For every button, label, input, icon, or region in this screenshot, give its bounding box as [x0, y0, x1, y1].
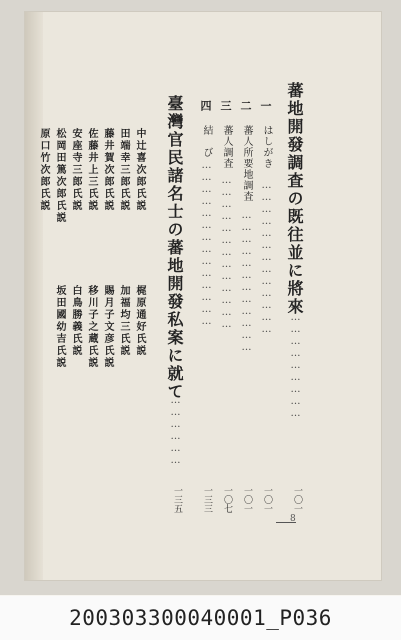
main-title: 蕃地開發調査の既往並に將來: [285, 82, 304, 316]
name-entry: 藤井賀次郎氏説: [102, 128, 113, 212]
toc-item-leader: …………………………………: [261, 180, 272, 336]
toc-item-leader: …………………………………: [221, 175, 232, 331]
book-spine: [25, 12, 43, 580]
toc-item-label: 蕃人所要地調査: [241, 125, 252, 202]
toc-item-num: 三: [219, 100, 232, 111]
toc-item-leader: ………………………………: [241, 210, 252, 354]
main-title-page: 一〇一: [292, 486, 302, 513]
toc-item-page: 一〇七: [222, 486, 232, 513]
toc-item-label: 結 び: [201, 125, 212, 158]
page-number: 8: [290, 514, 296, 524]
toc-item-num: 二: [239, 100, 252, 111]
toc-item-label: はしがき: [261, 125, 272, 169]
toc-item-label: 蕃人調査: [221, 125, 232, 169]
name-entry: 梶原通好氏説: [134, 285, 145, 357]
name-entry: 安座寺三郎氏説: [70, 128, 81, 212]
second-title-page: 一三五: [172, 486, 182, 513]
name-entry: 田端幸三郎氏説: [118, 128, 129, 212]
name-entry: 佐藤井上三氏説: [86, 128, 97, 212]
toc-item-page: 一〇一: [262, 486, 272, 513]
image-caption: 200303300040001_P036: [0, 596, 401, 640]
second-title: 臺灣官民諸名士の蕃地開發私案に就て: [165, 95, 184, 401]
toc-item-num: 四: [199, 100, 212, 111]
name-entry: 原口竹次郎氏説: [38, 128, 49, 212]
name-entry: 白鳥勝義氏説: [70, 285, 81, 357]
second-title-leader: ………………: [170, 395, 181, 467]
main-title-leader: …………………………: [290, 300, 301, 420]
toc-item-page: 一三三: [202, 486, 212, 513]
name-entry: 移川子之蔵氏説: [86, 285, 97, 369]
toc-item-num: 一: [259, 100, 272, 111]
toc-item-page: 一〇一: [242, 486, 252, 513]
name-entry: 加福均三氏説: [118, 285, 129, 357]
name-entry: 坂田國幼吉氏説: [54, 285, 65, 369]
name-entry: 中辻喜次郎氏説: [134, 128, 145, 212]
name-entry: 賜月子文彦氏説: [102, 285, 113, 369]
toc-item-leader: ……………………………………: [201, 160, 212, 328]
name-entry: 松岡田篤次郎氏説: [54, 128, 65, 224]
